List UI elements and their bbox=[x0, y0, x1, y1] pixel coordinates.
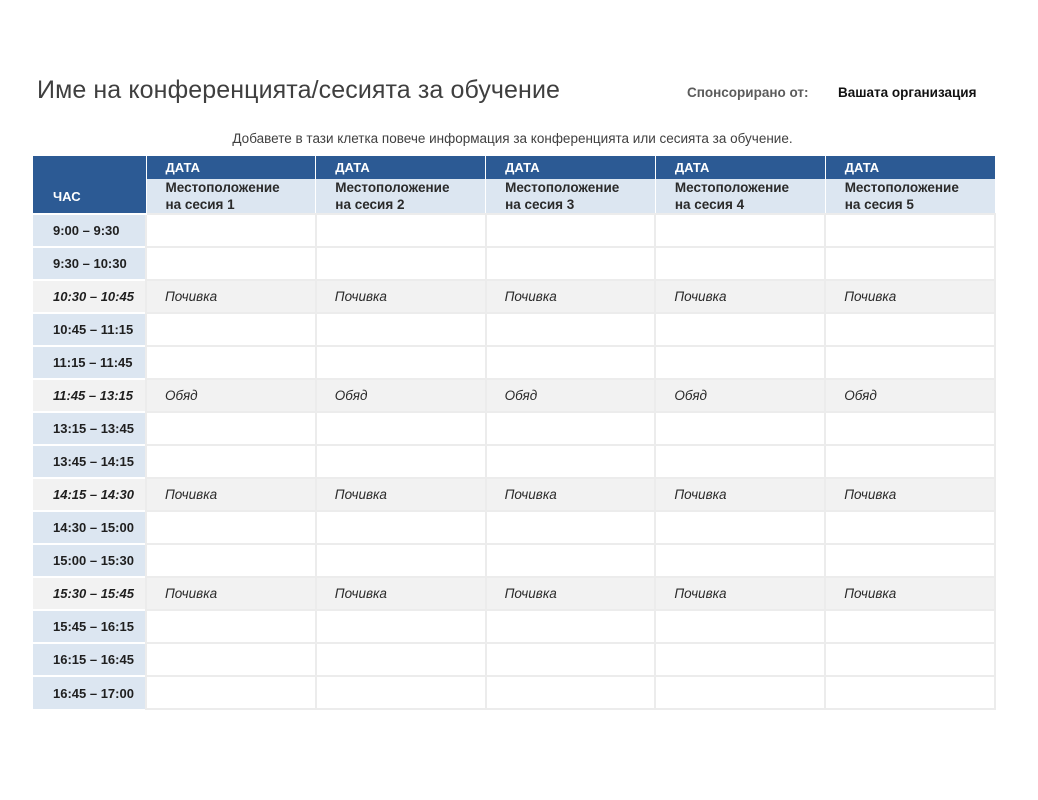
table-row bbox=[33, 643, 995, 676]
location-line2: на сесия 1 bbox=[165, 197, 235, 212]
break-cell[interactable]: Почивка bbox=[146, 280, 316, 313]
time-slot: 15:00 – 15:30 bbox=[33, 544, 146, 577]
session-cell[interactable] bbox=[486, 511, 656, 544]
table-row bbox=[33, 346, 995, 379]
table-row bbox=[33, 412, 995, 445]
time-slot: 14:15 – 14:30 bbox=[33, 478, 146, 511]
session-cell[interactable] bbox=[486, 412, 656, 445]
session-cell[interactable] bbox=[146, 247, 316, 280]
session-cell[interactable] bbox=[316, 544, 486, 577]
session-cell[interactable] bbox=[486, 247, 656, 280]
date-header[interactable]: ДАТА bbox=[316, 156, 486, 179]
lunch-cell[interactable]: Обяд bbox=[825, 379, 995, 412]
session-cell[interactable] bbox=[316, 676, 486, 709]
header-corner bbox=[33, 156, 146, 179]
session-cell[interactable] bbox=[655, 214, 825, 247]
session-cell[interactable] bbox=[486, 313, 656, 346]
time-slot: 9:30 – 10:30 bbox=[33, 247, 146, 280]
session-cell[interactable] bbox=[825, 511, 995, 544]
break-cell[interactable]: Почивка bbox=[486, 478, 656, 511]
session-cell[interactable] bbox=[655, 643, 825, 676]
time-slot: 10:30 – 10:45 bbox=[33, 280, 146, 313]
lunch-cell[interactable]: Обяд bbox=[316, 379, 486, 412]
time-slot: 11:15 – 11:45 bbox=[33, 346, 146, 379]
page-title: Име на конференцията/сесията за обучение bbox=[37, 76, 561, 104]
lunch-cell[interactable]: Обяд bbox=[655, 379, 825, 412]
date-header-row bbox=[33, 156, 995, 179]
table-row bbox=[33, 544, 995, 577]
time-slot: 16:15 – 16:45 bbox=[33, 643, 146, 676]
session-cell[interactable] bbox=[825, 247, 995, 280]
schedule-table bbox=[33, 156, 996, 710]
session-cell[interactable] bbox=[146, 676, 316, 709]
session-cell[interactable] bbox=[825, 346, 995, 379]
break-cell[interactable]: Почивка bbox=[825, 280, 995, 313]
session-cell[interactable] bbox=[316, 445, 486, 478]
break-cell[interactable]: Почивка bbox=[486, 280, 656, 313]
table-row bbox=[33, 214, 995, 247]
session-cell[interactable] bbox=[486, 643, 656, 676]
break-cell[interactable]: Почивка bbox=[316, 478, 486, 511]
time-slot: 14:30 – 15:00 bbox=[33, 511, 146, 544]
session-cell[interactable] bbox=[146, 544, 316, 577]
session-cell[interactable] bbox=[316, 511, 486, 544]
session-cell[interactable] bbox=[316, 313, 486, 346]
session-cell[interactable] bbox=[316, 610, 486, 643]
session-cell[interactable] bbox=[146, 346, 316, 379]
time-slot: 9:00 – 9:30 bbox=[33, 214, 146, 247]
location-line1: Местоположение bbox=[844, 180, 959, 195]
session-cell[interactable] bbox=[825, 445, 995, 478]
session-cell[interactable] bbox=[655, 676, 825, 709]
session-cell[interactable] bbox=[655, 313, 825, 346]
break-cell[interactable]: Почивка bbox=[655, 577, 825, 610]
location-line1: Местоположение bbox=[505, 180, 620, 195]
break-cell[interactable]: Почивка bbox=[655, 280, 825, 313]
session-cell[interactable] bbox=[655, 445, 825, 478]
session-cell[interactable] bbox=[655, 412, 825, 445]
date-header[interactable]: ДАТА bbox=[486, 156, 656, 179]
table-row bbox=[33, 247, 995, 280]
time-slot: 13:45 – 14:15 bbox=[33, 445, 146, 478]
table-row bbox=[33, 511, 995, 544]
session-cell[interactable] bbox=[825, 676, 995, 709]
session-cell[interactable] bbox=[825, 610, 995, 643]
time-slot: 11:45 – 13:15 bbox=[33, 379, 146, 412]
conference-info-subtitle: Добавете в тази клетка повече информация за конференцията или сесията за обучение. bbox=[232, 131, 793, 146]
session-cell[interactable] bbox=[146, 445, 316, 478]
lunch-row bbox=[33, 379, 995, 412]
session-cell[interactable] bbox=[825, 412, 995, 445]
table-row bbox=[33, 445, 995, 478]
time-slot: 15:30 – 15:45 bbox=[33, 577, 146, 610]
session-cell[interactable] bbox=[825, 214, 995, 247]
time-slot: 15:45 – 16:15 bbox=[33, 610, 146, 643]
break-cell[interactable]: Почивка bbox=[146, 478, 316, 511]
location-line1: Местоположение bbox=[165, 180, 280, 195]
location-line2: на сесия 4 bbox=[674, 197, 745, 212]
session-cell[interactable] bbox=[146, 511, 316, 544]
break-cell[interactable]: Почивка bbox=[825, 478, 995, 511]
session-cell[interactable] bbox=[486, 445, 656, 478]
date-header[interactable]: ДАТА bbox=[655, 156, 825, 179]
table-row bbox=[33, 676, 995, 709]
session-location-header[interactable] bbox=[825, 179, 995, 214]
session-cell[interactable] bbox=[316, 643, 486, 676]
session-cell[interactable] bbox=[655, 610, 825, 643]
break-row bbox=[33, 478, 995, 511]
session-cell[interactable] bbox=[316, 346, 486, 379]
session-cell[interactable] bbox=[825, 313, 995, 346]
break-cell[interactable]: Почивка bbox=[316, 280, 486, 313]
location-line1: Местоположение bbox=[335, 180, 450, 195]
location-line2: на сесия 2 bbox=[335, 197, 405, 212]
time-slot: 13:15 – 13:45 bbox=[33, 412, 146, 445]
lunch-cell[interactable]: Обяд bbox=[146, 379, 316, 412]
session-cell[interactable] bbox=[825, 544, 995, 577]
location-line1: Местоположение bbox=[674, 180, 790, 195]
location-header-row bbox=[33, 179, 995, 214]
session-location-header[interactable] bbox=[316, 179, 486, 214]
session-cell[interactable] bbox=[655, 511, 825, 544]
sponsor-organization: Вашата организация bbox=[838, 85, 977, 100]
break-cell[interactable]: Почивка bbox=[655, 478, 825, 511]
session-cell[interactable] bbox=[486, 676, 656, 709]
session-cell[interactable] bbox=[655, 544, 825, 577]
session-cell[interactable] bbox=[825, 643, 995, 676]
session-cell[interactable] bbox=[146, 313, 316, 346]
session-location-header[interactable] bbox=[146, 179, 316, 214]
session-cell[interactable] bbox=[146, 643, 316, 676]
session-cell[interactable] bbox=[486, 346, 656, 379]
location-line2: на сесия 5 bbox=[844, 197, 914, 212]
table-row bbox=[33, 313, 995, 346]
date-header[interactable]: ДАТА bbox=[146, 156, 316, 179]
session-cell[interactable] bbox=[146, 214, 316, 247]
break-cell[interactable]: Почивка bbox=[316, 577, 486, 610]
location-line2: на сесия 3 bbox=[505, 197, 575, 212]
break-row bbox=[33, 577, 995, 610]
break-cell[interactable]: Почивка bbox=[486, 577, 656, 610]
break-cell[interactable]: Почивка bbox=[146, 577, 316, 610]
session-cell[interactable] bbox=[316, 247, 486, 280]
session-location-header[interactable] bbox=[655, 179, 825, 214]
session-cell[interactable] bbox=[655, 346, 825, 379]
session-cell[interactable] bbox=[486, 610, 656, 643]
session-cell[interactable] bbox=[486, 214, 656, 247]
date-header[interactable]: ДАТА bbox=[825, 156, 995, 179]
session-cell[interactable] bbox=[486, 544, 656, 577]
session-cell[interactable] bbox=[316, 214, 486, 247]
break-cell[interactable]: Почивка bbox=[825, 577, 995, 610]
hour-column-header: ЧАС bbox=[33, 179, 146, 214]
lunch-cell[interactable]: Обяд bbox=[486, 379, 656, 412]
session-cell[interactable] bbox=[316, 412, 486, 445]
time-slot: 16:45 – 17:00 bbox=[33, 676, 146, 709]
sponsor-label: Спонсорирано от: bbox=[687, 85, 809, 100]
time-slot: 10:45 – 11:15 bbox=[33, 313, 146, 346]
break-row bbox=[33, 280, 995, 313]
session-cell[interactable] bbox=[146, 412, 316, 445]
session-cell[interactable] bbox=[146, 610, 316, 643]
session-location-header[interactable] bbox=[486, 179, 656, 214]
session-cell[interactable] bbox=[655, 247, 825, 280]
schedule-body bbox=[33, 214, 995, 709]
table-row bbox=[33, 610, 995, 643]
